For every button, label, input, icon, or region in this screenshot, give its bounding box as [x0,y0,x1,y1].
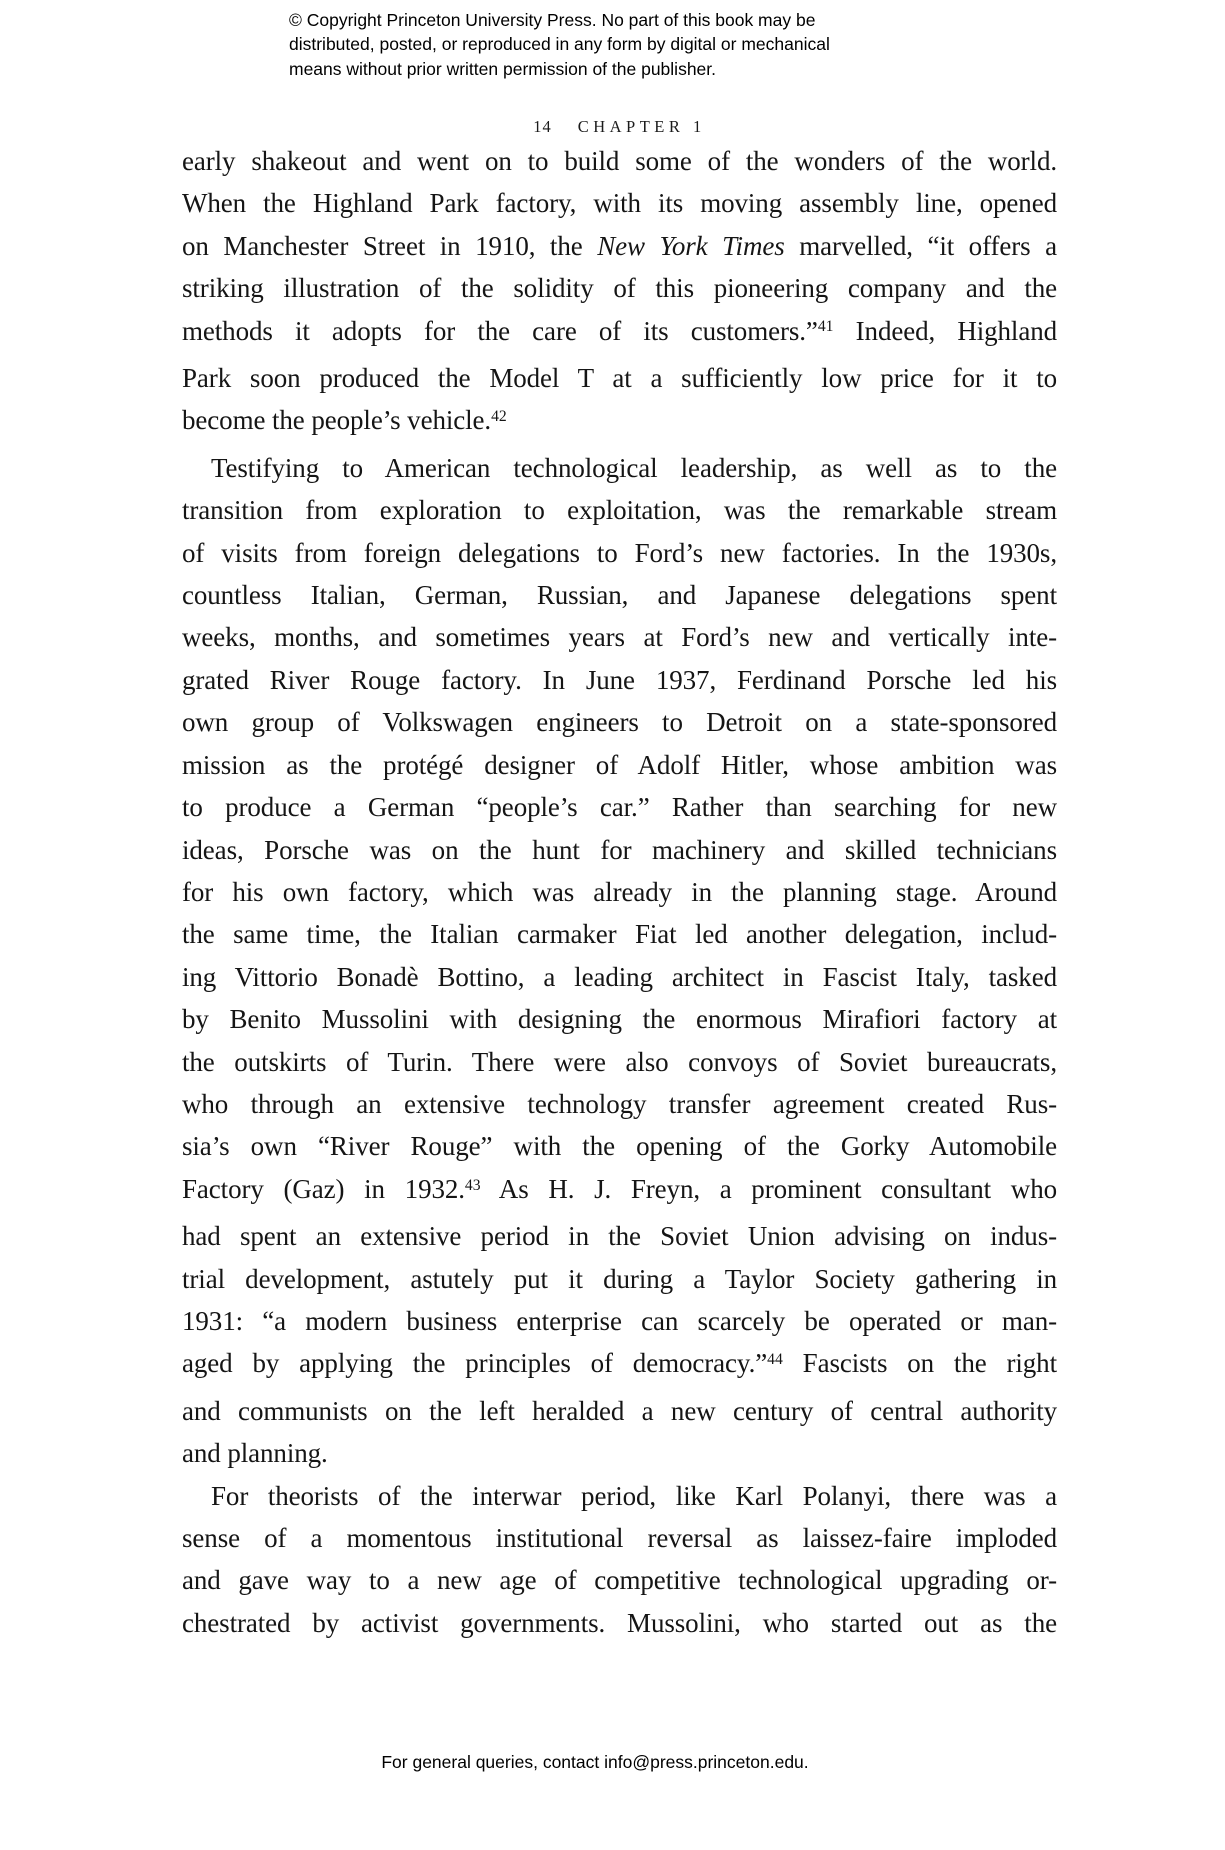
text-run: sia’s own “River Rouge” with the opening of the Gorky Automobile [182,1131,1057,1162]
text-run: As H. J. Freyn, a prominent consultant who [480,1173,1057,1204]
body-line [182,1602,1057,1644]
text-run: methods it adopts for the care of its customers.” [182,315,818,346]
body-line [182,1475,1057,1517]
text-run: by Benito Mussolini with designing the enormous Mirafiori factory at [182,1004,1057,1035]
text-run: early shakeout and went on to build some of the wonders of the world. [182,146,1057,176]
text-run: ideas, Porsche was on the hunt for machinery and skilled technicians [182,834,1057,865]
body-line [182,489,1057,531]
body-line [182,956,1057,998]
body-line [182,829,1057,871]
body-line [182,1258,1057,1300]
text-run: for his own factory, which was already in the planning stage. Around [182,876,1057,907]
text-run: Factory (Gaz) in 1932. [182,1173,465,1204]
body-line [182,616,1057,658]
text-run: and planning. [182,1438,328,1469]
body-line [182,1041,1057,1083]
text-run: mission as the protégé designer of Adolf Hitler, whose ambition was [182,749,1057,780]
body-line [182,701,1057,743]
text-run: own group of Volkswagen engineers to Detroit on a state-sponsored [182,707,1057,738]
text-run: become the people’s vehicle. [182,405,492,436]
text-run: had spent an extensive period in the Soviet Union advising on indus- [182,1221,1057,1252]
text-run: Indeed, Highland [833,315,1058,346]
body-text [182,140,1057,1644]
text-run: chestrated by activist governments. Mussolini, who started out as the [182,1607,1057,1638]
chapter-heading: CHAPTER 1 [577,117,706,136]
text-run: on Manchester Street in 1910, the [182,230,598,261]
footnote-reference: 41 [817,318,834,336]
text-run: who through an extensive technology transfer agreement created Rus- [182,1088,1057,1119]
text-run: aged by applying the principles of democracy.” [182,1348,768,1379]
body-line [182,744,1057,786]
body-line [182,1517,1057,1559]
text-run: the outskirts of Turin. There were also convoys of Soviet bureaucrats, [182,1046,1057,1077]
body-line [182,1432,1057,1474]
copyright-notice [289,8,830,81]
text-run: When the Highland Park factory, with its moving assembly line, opened [182,188,1057,219]
body-line [182,1342,1057,1389]
running-head [182,117,1057,137]
body-line [182,1168,1057,1215]
text-run: striking illustration of the solidity of this pioneering company and the [182,273,1057,304]
body-line [182,871,1057,913]
body-line [182,399,1057,446]
italic-text: New York Times [597,230,785,261]
body-line [182,1125,1057,1167]
body-line [182,310,1057,357]
text-run: the same time, the Italian carmaker Fiat led another delegation, includ- [182,919,1057,950]
body-line [182,447,1057,489]
body-line [182,1083,1057,1125]
copyright-line: means without prior written permission of the publisher. [289,58,717,79]
text-run: transition from exploration to exploitation, was the remarkable stream [182,495,1057,526]
copyright-line: © Copyright Princeton University Press. No part of this book may be [289,10,816,30]
body-line [182,574,1057,616]
text-run: ing Vittorio Bonadè Bottino, a leading architect in Fascist Italy, tasked [182,961,1057,992]
body-line [182,140,1057,182]
text-run: sense of a momentous institutional reversal as laissez-faire imploded [182,1523,1057,1553]
body-line [182,913,1057,955]
body-line [182,1300,1057,1342]
text-run: and gave way to a new age of competitive technological upgrading or- [182,1565,1057,1596]
body-line [182,182,1057,224]
text-run: of visits from foreign delegations to Ford’s new factories. In the 1930s, [182,537,1057,568]
text-run: countless Italian, German, Russian, and Japanese delegations spent [182,580,1057,611]
text-run: Testifying to American technological leadership, as well as to the [211,452,1057,483]
body-line [182,357,1057,399]
text-run: to produce a German “people’s car.” Rather than searching for new [182,792,1057,823]
text-run: Park soon produced the Model T at a sufficiently low price for it to [182,363,1057,394]
body-line [182,659,1057,701]
footnote-reference: 44 [767,1351,783,1369]
text-run: 1931: “a modern business enterprise can scarcely be operated or man- [182,1305,1057,1336]
body-line [182,225,1057,267]
page-number: 14 [533,117,552,136]
text-run: weeks, months, and sometimes years at Ford’s new and vertically inte- [182,622,1057,653]
body-line [182,786,1057,828]
body-line [182,532,1057,574]
text-run: and communists on the left heralded a new century of central authority [182,1395,1057,1426]
copyright-line: distributed, posted, or reproduced in any form by digital or mechanical [289,34,830,55]
text-run: trial development, astutely put it during a Taylor Society gathering in [182,1263,1057,1294]
text-run: grated River Rouge factory. In June 1937, Ferdinand Porsche led his [182,664,1057,695]
body-line [182,998,1057,1040]
body-line [182,1559,1057,1601]
text-run: marvelled, “it offers a [784,230,1057,261]
footnote-reference: 42 [491,408,507,426]
body-line [182,1215,1057,1257]
footnote-reference: 43 [464,1176,481,1194]
footer-contact: For general queries, contact info@press.princeton.edu. [381,1752,809,1772]
text-run: For theorists of the interwar period, like Karl Polanyi, there was a [211,1480,1057,1511]
body-line [182,1390,1057,1432]
text-run: Fascists on the right [782,1348,1057,1379]
body-line [182,267,1057,309]
